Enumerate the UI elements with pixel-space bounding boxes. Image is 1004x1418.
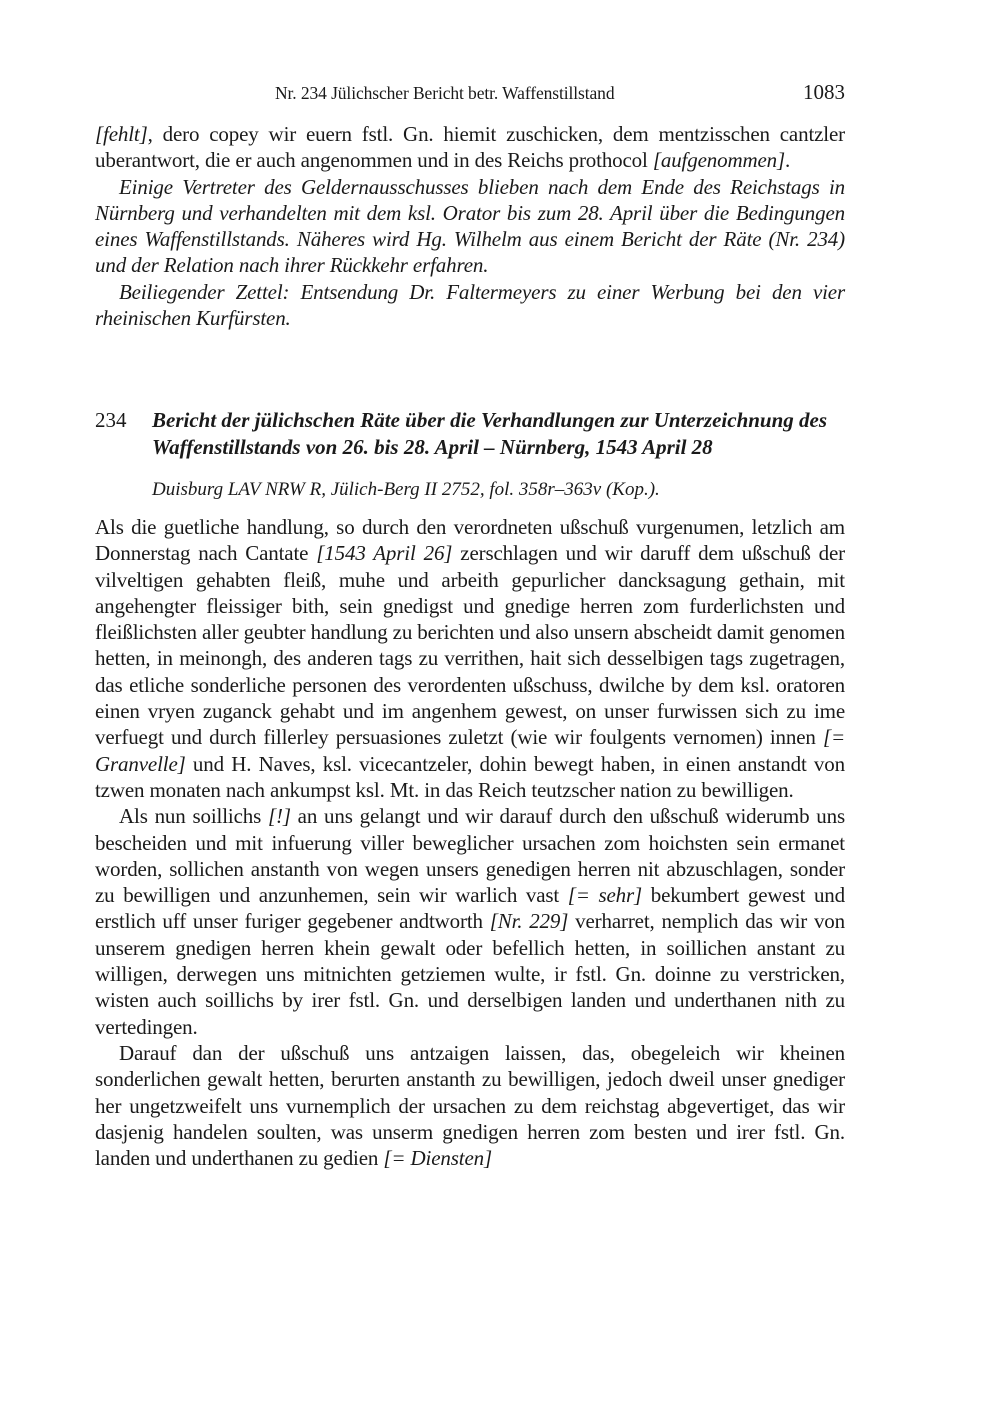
text-run: Darauf dan der ußschuß uns antzaigen laissen, das, obegeleich wir kheinen sonderlichen gewalt hetten, berurten anstanth zu bewilligen, jedoch dweil unser gnediger her ungetzweifelt uns vurnemplich der ursachen zu dem reichstag abgevertiget, das wir dasjenig handelen soulten, was unserm gnedigen herren zom besten und irer fstl. Gn. landen und underthanen zu gedien [95,1040,845,1171]
enclosure-note: Beiliegender Zettel: Entsendung Dr. Faltermeyers zu einer Werbung bei den vier rheinischen Kurfürsten. [95,279,845,331]
previous-document-continuation [95,121,845,331]
text-run: und H. Naves, ksl. vicecantzeler, dohin bewegt haben, in einen anstandt von tzwen monaten nach ankumpst ksl. Mt. in das Reich teutzscher nation zu bewilligen. [95,751,845,802]
text-run: . [785,148,791,173]
editorial-insertion: [!] [267,804,291,829]
body-paragraph-1 [95,514,845,803]
text-run: Als die guetliche handlung, so durch den verordneten ußschuß vurgenumen, letzlich am Donnerstag nach Cantate [95,515,845,566]
document-title: Bericht der jülichschen Räte über die Verhandlungen zur Unterzeichnung des Waffenstillstands von 26. bis 28. April – Nürnberg, 1543 April 28 [152,408,828,459]
body-paragraph-2 [95,803,845,1040]
page-number: 1083 [803,80,845,104]
document-number: 234 [95,408,127,432]
body-paragraph-3 [95,1040,845,1171]
text-run: an uns gelangt und wir darauf durch den ußschuß widerumb uns bescheiden und mit infuerung viller beweglicher ursachen zom hoichsten sein ermanet worden, sollichen anstanth von wegen unsers genedigen herren nit abzuschlagen, sonder zu bewilligen und anzunhemen, sein wir warlich vast [95,804,845,908]
editorial-insertion: [1543 April 26] [316,541,453,566]
editorial-summary: Einige Vertreter des Geldernausschusses blieben nach dem Ende des Reichstags in Nürnberg und verhandelten mit dem ksl. Orator bis zum 28. April über die Bedingungen eines Waffenstillstands. Näheres wird Hg. Wilhelm aus einem Bericht der Räte (Nr. 234) und der Relation nach ihrer Rückkehr erfahren. [95,174,845,278]
editorial-insertion: [= Granvelle] [95,725,845,776]
text-run: Als nun soillichs [119,804,268,829]
text-run: verharret, nemplich das wir von unserem gnedigen herren khein gewalt oder befellich hetten, in soillichen anstant zu willigen, derwegen uns mitnichten getziemen wulte, ir fstl. Gn. doinne zu verstricken, wisten auch soillichs by irer fstl. Gn. und derselbigen landen und underthanen nith zu vertedingen. [95,909,845,1039]
continuation-paragraph [95,121,845,174]
text-run: zerschlagen und wir daruff dem ußschuß der vilveltigen gehabten fleiß, muhe und arbeith gepurlicher dancksagung gethain, mit angehengter fleissiger bith, sein gnedigst und gnedige herren zom furderlichsten und fleißlichsten aller geubter handlung zu berichten und also unsern abscheidt damit genomen hetten, in meinongh, des anderen tags zu verrithen, hait sich desselbigen tags zugetragen, das etliche sonderliche personen des verordenten ußschuss, dwilche by dem ksl. oratoren einen vryen zuganck gehabt und im angenhem gewest, on unser furwissen sich zu ime verfuegt und durch fillerley persuasiones zuletzt (wie wir foulgents vernomen) innen [95,541,846,750]
text-run: bekumbert gewest und erstlich uff unser furiger gegebener andtworth [95,883,846,934]
editorial-insertion: [Nr. 229] [489,909,569,934]
editorial-insertion: [fehlt] [95,122,148,146]
text-run: , dero copey wir euern fstl. Gn. hiemit zuschicken, dem mentzisschen cantzler uberantwort, die er auch angenommen und in des Reichs prothocol [95,122,845,173]
editorial-insertion: [= sehr] [567,883,643,908]
editorial-insertion: [= Diensten] [383,1146,492,1171]
running-head [95,80,845,106]
editorial-insertion: [aufgenommen] [652,148,786,173]
archival-source: Duisburg LAV NRW R, Jülich-Berg II 2752, fol. 358r–363v (Kop.). [152,479,660,500]
running-title: Nr. 234 Jülichscher Bericht betr. Waffenstillstand [275,83,615,103]
document-body [95,514,845,1171]
